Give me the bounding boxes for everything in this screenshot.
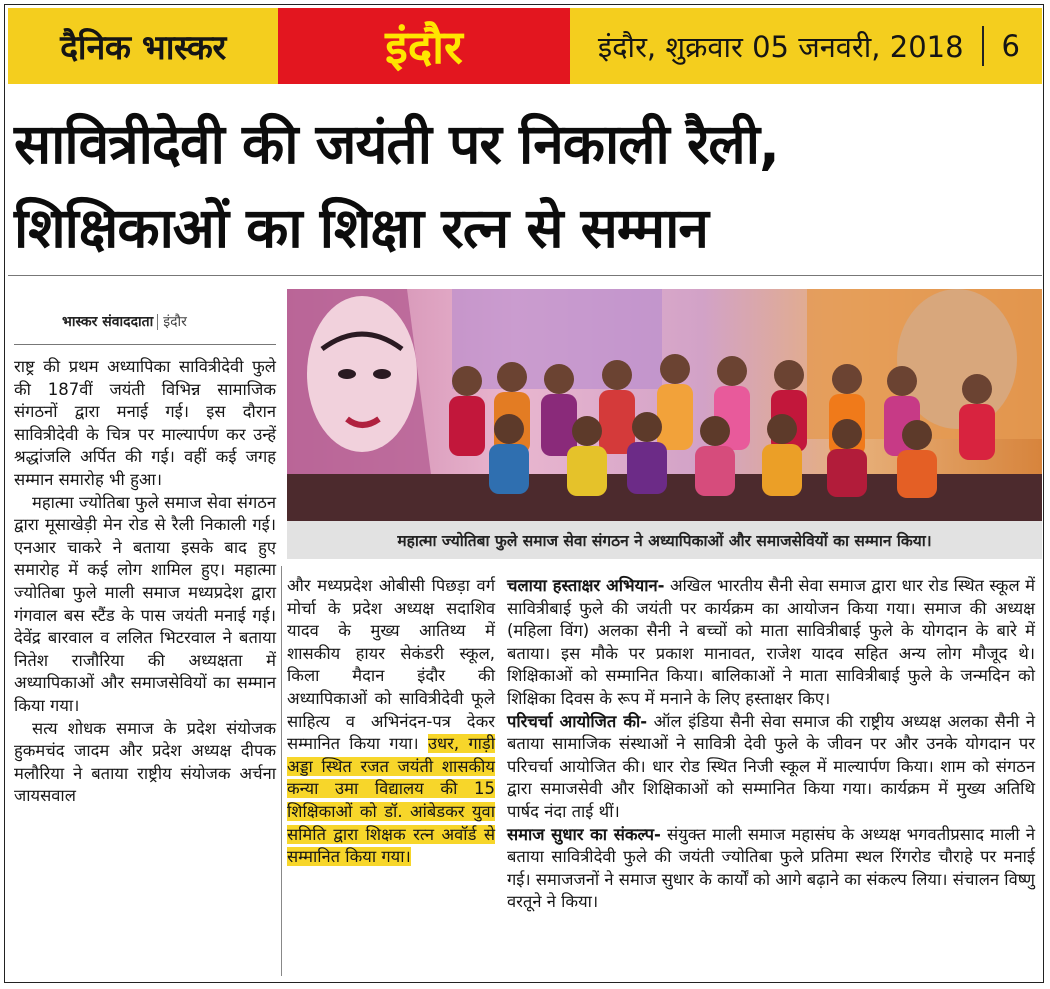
headline-line-2: शिक्षिकाओं का शिक्षा रत्न से सम्मान <box>14 196 708 260</box>
paragraph-text: अखिल भारतीय सैनी सेवा समाज द्वारा धार रोड स्थित स्कूल में सावित्रीबाई फुले की जयंती पर कार्यक्रम का आयोजन किया गया। समाज की अध्यक्ष (महिला विंग) अलका सैनी ने बच्चों को माता सावित्रीबाई फुले के योगदान के बारे में बताया। इस मौके पर प्रकाश मानावत, राजेश यादव सहित अन्य लोग मौजूद थे। शिक्षिकाओं को सम्मानित किया। बालिकाओं ने माता सावित्रीबाई फुले के जन्मदिन को शिक्षिका दिवस के रूप में मनाने के लिए हस्ताक्षर किए। <box>507 576 1035 708</box>
byline <box>62 312 187 331</box>
byline-place: इंदौर <box>157 314 187 330</box>
page-number: 6 <box>1001 29 1020 63</box>
masthead <box>8 8 1042 84</box>
column-divider <box>281 566 282 976</box>
byline-reporter: भास्कर संवाददाता <box>62 314 154 330</box>
subheading: परिचर्चा आयोजित की- <box>507 711 648 731</box>
event-photo-illustration <box>287 289 1042 521</box>
paragraph <box>287 575 495 869</box>
subheading: समाज सुधार का संकल्प- <box>507 824 661 844</box>
dateline <box>570 8 1042 84</box>
paragraph-text: और मध्यप्रदेश ओबीसी पिछड़ा वर्ग मोर्चा के प्रदेश अध्यक्ष सदाशिव यादव के मुख्य आतिथ्य में शासकीय हायर सेकंडरी स्कूल, किला मैदान इंदौर की अध्यापिकाओं को सावित्रीदेवी फूले साहित्य व अभिनंदन-पत्र देकर सम्मानित किया गया। <box>287 576 495 754</box>
paragraph: महात्मा ज्योतिबा फुले समाज सेवा संगठन द्वारा मूसाखेड़ी मेन रोड से रैली निकाली गई। एनआर चाकरे ने बताया इसके बाद हुए समारोह में कई लोग शामिल हुए। महात्मा ज्योतिबा फुले माली समाज मध्यप्रदेश द्वारा गंगवाल बस स्टैंड के पास जयंती मनाई गई। देवेंद्र बारवाल व ललित भिटरवाल ने बताया नितेश राजौरिया की अध्यक्षता में अध्यापिकाओं और समाजसेवियों का सम्मान किया गया। <box>14 492 276 715</box>
newspaper-logo: दैनिक भास्कर <box>8 8 278 84</box>
headline-rule <box>8 275 1042 276</box>
article-column-1 <box>14 356 276 808</box>
paragraph-text: संयुक्त माली समाज महासंघ के अध्यक्ष भगवतीप्रसाद माली ने बताया सावित्रीदेवी फुले की जयंती ज्योतिबा फुले प्रतिमा स्थल रिंगरोड चौराहे पर मनाई गई। समाजजनों ने समाज सुधार के कार्यों को आगे बढ़ाने का संकल्प लिया। संचालन विष्णु वरतूने ने किया। <box>507 824 1035 912</box>
paragraph <box>507 711 1035 824</box>
paragraph-text: ऑल इंडिया सैनी सेवा समाज की राष्ट्रीय अध्यक्ष अलका सैनी ने बताया सामाजिक संस्थाओं ने सावित्री देवी फुले के जीवन पर और उनके योगदान पर परिचर्चा आयोजित की। धार रोड स्थित निजी स्कूल में माल्यार्पण किया। शाम को संगठन द्वारा समाजसेवी और शिक्षिकाओं को सम्मानित किया गया। कार्यक्रम में मुख्य अतिथि पार्षद नंदा ताई थीं। <box>507 711 1035 821</box>
paragraph <box>507 824 1035 914</box>
highlighted-text: उधर, गाड़ी अड्डा स्थित रजत जयंती शासकीय कन्या उमा विद्यालय की 15 शिक्षिकाओं को डॉ. आंबेडकर युवा समिति द्वारा शिक्षक रत्न अवॉर्ड से सम्मानित किया गया। <box>287 734 496 867</box>
paragraph: सत्य शोधक समाज के प्रदेश संयोजक हुकमचंद जादम और प्रदेश अध्यक्ष दीपक मलौरिया ने बताया राष्ट्रीय संयोजक अर्चना जायसवाल <box>14 718 276 806</box>
paragraph <box>507 575 1035 711</box>
city-edition-label: इंदौर <box>278 8 570 84</box>
article-column-2 <box>287 575 495 869</box>
headline-line-1: सावित्रीदेवी की जयंती पर निकाली रैली, <box>14 112 779 176</box>
event-photo <box>287 289 1042 521</box>
photo-caption: महात्मा ज्योतिबा फुले समाज सेवा संगठन ने अध्यापिकाओं और समाजसेवियों का सम्मान किया। <box>287 521 1042 559</box>
dateline-divider <box>982 26 984 66</box>
article-headline <box>14 102 1038 270</box>
article-column-3 <box>507 575 1035 914</box>
subheading: चलाया हस्ताक्षर अभियान- <box>507 576 665 595</box>
byline-rule <box>14 344 276 345</box>
issue-date: इंदौर, शुक्रवार 05 जनवरी, 2018 <box>597 29 964 64</box>
paragraph: राष्ट्र की प्रथम अध्यापिका सावित्रीदेवी फुले की 187वीं जयंती विभिन्न सामाजिक संगठनों द्वारा मनाई गई। इस दौरान सावित्रीदेवी के चित्र पर माल्यार्पण कर उन्हें श्रद्धांजलि अर्पित की गई। वहीं कई जगह सम्मान समारोह भी हुआ। <box>14 357 276 489</box>
